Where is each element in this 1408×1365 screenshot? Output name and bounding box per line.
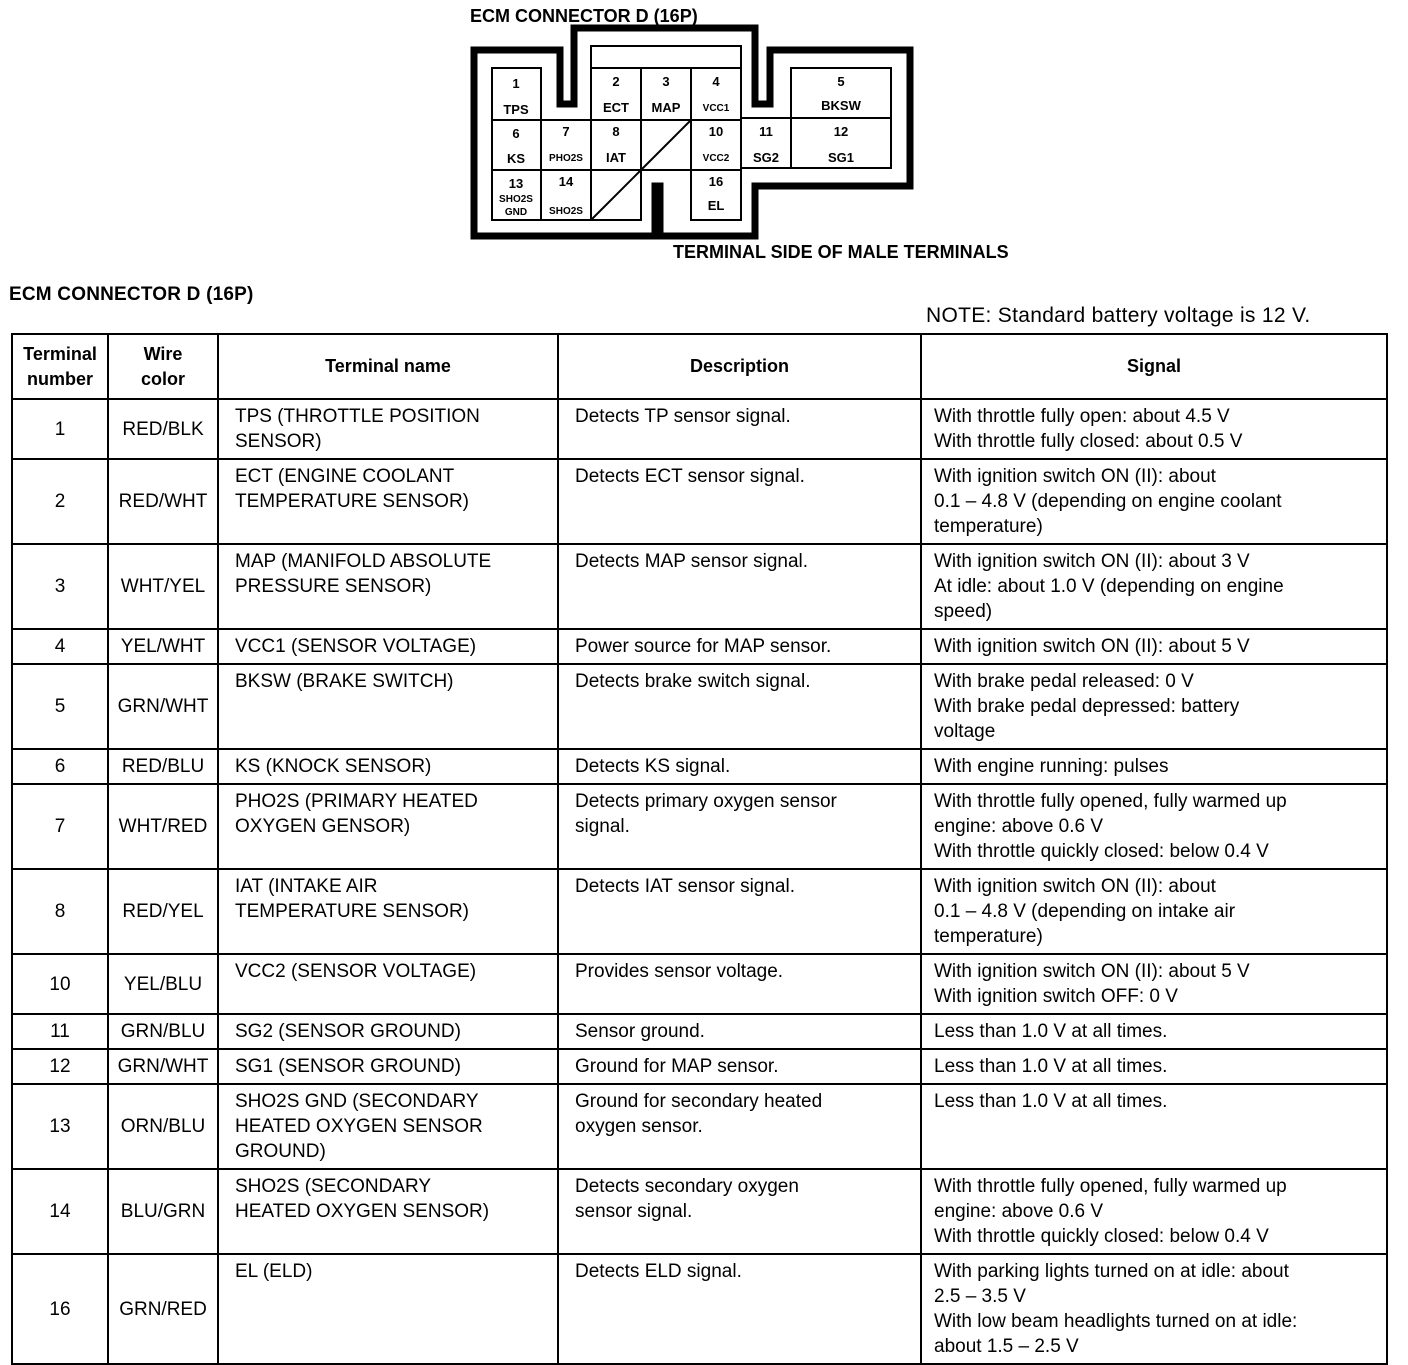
signal-cell [921, 544, 1387, 629]
diagram-caption: TERMINAL SIDE OF MALE TERMINALS [673, 242, 1009, 262]
signal-line: With ignition switch ON (II): about 5 V [934, 636, 1250, 657]
signal-line: With throttle fully opened, fully warmed up [934, 791, 1287, 812]
table-row [12, 869, 1387, 954]
signal-line: With low beam headlights turned on at idle: [934, 1311, 1298, 1332]
pin-label: SG2 [752, 150, 780, 165]
signal-cell [921, 1169, 1387, 1254]
table-row [12, 1169, 1387, 1254]
signal-line: With throttle fully open: about 4.5 V [934, 406, 1230, 427]
terminal-name-cell [218, 954, 558, 1014]
terminal-name-line: OXYGEN GENSOR) [235, 816, 411, 837]
description-line: Detects ELD signal. [575, 1261, 742, 1282]
pin-label: MAP [651, 100, 681, 115]
terminal-number-cell: 5 [12, 664, 108, 749]
signal-line: 0.1 – 4.8 V (depending on intake air [934, 901, 1236, 922]
description-line: Ground for MAP sensor. [575, 1056, 779, 1077]
wire-color-cell: YEL/BLU [108, 954, 218, 1014]
wire-color-cell: WHT/RED [108, 784, 218, 869]
pin-number: 13 [508, 176, 524, 191]
pin-number: 1 [512, 76, 520, 91]
pin-number: 6 [512, 126, 520, 141]
signal-line: 0.1 – 4.8 V (depending on engine coolant [934, 491, 1282, 512]
pin-number: 11 [759, 124, 773, 139]
terminal-name-line: SENSOR) [235, 431, 322, 452]
terminal-name-line: SG1 (SENSOR GROUND) [235, 1056, 461, 1077]
pin-label-2: GND [504, 207, 528, 218]
signal-line: engine: above 0.6 V [934, 1201, 1104, 1222]
wire-color-cell: BLU/GRN [108, 1169, 218, 1254]
signal-cell [921, 869, 1387, 954]
terminal-name-line: BKSW (BRAKE SWITCH) [235, 671, 454, 692]
terminal-name-line: GROUND) [235, 1141, 326, 1162]
signal-line: With ignition switch ON (II): about [934, 466, 1216, 487]
terminal-name-line: MAP (MANIFOLD ABSOLUTE [235, 551, 492, 572]
terminal-name-line: PRESSURE SENSOR) [235, 576, 432, 597]
terminal-name-line: KS (KNOCK SENSOR) [235, 756, 432, 777]
signal-cell [921, 749, 1387, 784]
wire-color-cell: RED/BLK [108, 399, 218, 459]
wire-color-cell: GRN/BLU [108, 1014, 218, 1049]
pin-number: 12 [833, 124, 849, 139]
signal-line: With throttle fully closed: about 0.5 V [934, 431, 1243, 452]
pin-label: VCC2 [702, 153, 730, 164]
terminal-name-line: IAT (INTAKE AIR [235, 876, 378, 897]
terminal-name-cell [218, 1254, 558, 1364]
pin-label: PHO2S [549, 153, 583, 164]
diagram-title: ECM CONNECTOR D (16P) [470, 6, 698, 26]
description-line: Detects TP sensor signal. [575, 406, 791, 427]
header-signal: Signal [921, 334, 1387, 399]
wire-color-cell: GRN/WHT [108, 664, 218, 749]
description-line: Detects IAT sensor signal. [575, 876, 796, 897]
signal-cell [921, 399, 1387, 459]
pin-number: 10 [708, 124, 724, 139]
terminal-name-cell [218, 544, 558, 629]
signal-cell [921, 1014, 1387, 1049]
table-row [12, 1014, 1387, 1049]
terminal-number-cell: 3 [12, 544, 108, 629]
pin-label: KS [506, 151, 526, 166]
description-cell [558, 629, 921, 664]
description-cell [558, 1014, 921, 1049]
description-cell [558, 954, 921, 1014]
pin-label: TPS [503, 102, 529, 117]
signal-line: With throttle quickly closed: below 0.4 V [934, 841, 1269, 862]
signal-line: temperature) [934, 516, 1043, 537]
description-line: Sensor ground. [575, 1021, 705, 1042]
description-line: Detects ECT sensor signal. [575, 466, 805, 487]
terminal-name-cell [218, 749, 558, 784]
table-row [12, 1254, 1387, 1364]
description-line: sensor signal. [575, 1201, 693, 1222]
pin-label: IAT [606, 150, 626, 165]
pin-number: 5 [837, 74, 845, 89]
description-line: Detects primary oxygen sensor [575, 791, 837, 812]
signal-cell [921, 629, 1387, 664]
pin-label: SHO2S [499, 194, 533, 205]
terminal-number-cell: 12 [12, 1049, 108, 1084]
signal-line: speed) [934, 601, 993, 622]
wire-color-cell: GRN/WHT [108, 1049, 218, 1084]
terminal-name-cell [218, 399, 558, 459]
description-line: Detects KS signal. [575, 756, 731, 777]
wire-color-cell: GRN/RED [108, 1254, 218, 1364]
pin-label: SG1 [827, 150, 855, 165]
description-cell [558, 1169, 921, 1254]
signal-line: Less than 1.0 V at all times. [934, 1056, 1168, 1077]
terminal-name-cell [218, 1014, 558, 1049]
terminal-name-line: EL (ELD) [235, 1261, 313, 1282]
signal-line: At idle: about 1.0 V (depending on engine [934, 576, 1284, 597]
table-row [12, 459, 1387, 544]
signal-line: With ignition switch ON (II): about 5 V [934, 961, 1250, 982]
pin-number: 4 [712, 74, 720, 89]
terminal-name-line: TEMPERATURE SENSOR) [235, 491, 470, 512]
signal-line: voltage [934, 721, 996, 742]
wire-color-cell: WHT/YEL [108, 544, 218, 629]
description-line: Power source for MAP sensor. [575, 636, 832, 657]
signal-line: Less than 1.0 V at all times. [934, 1091, 1168, 1112]
signal-cell [921, 954, 1387, 1014]
terminal-number-cell: 13 [12, 1084, 108, 1169]
pin-label: EL [707, 198, 725, 213]
terminal-name-line: ECT (ENGINE COOLANT [235, 466, 455, 487]
terminal-name-cell [218, 459, 558, 544]
terminal-name-line: TPS (THROTTLE POSITION [235, 406, 480, 427]
description-line: Provides sensor voltage. [575, 961, 784, 982]
table-row [12, 749, 1387, 784]
terminal-name-line: VCC2 (SENSOR VOLTAGE) [235, 961, 477, 982]
description-cell [558, 1049, 921, 1084]
description-line: Detects secondary oxygen [575, 1176, 799, 1197]
description-line: Detects MAP sensor signal. [575, 551, 809, 572]
pin-number: 16 [708, 174, 724, 189]
terminal-number-cell: 16 [12, 1254, 108, 1364]
signal-line: With parking lights turned on at idle: about [934, 1261, 1289, 1282]
pin-label: ECT [603, 100, 629, 115]
terminal-number-cell: 10 [12, 954, 108, 1014]
terminal-name-cell [218, 1084, 558, 1169]
signal-line: engine: above 0.6 V [934, 816, 1104, 837]
terminal-name-cell [218, 629, 558, 664]
terminal-number-cell: 11 [12, 1014, 108, 1049]
table-row [12, 954, 1387, 1014]
signal-line: With ignition switch ON (II): about 3 V [934, 551, 1250, 572]
terminal-table [11, 333, 1388, 1365]
description-line: oxygen sensor. [575, 1116, 703, 1137]
table-row [12, 784, 1387, 869]
pin-label: SHO2S [549, 206, 583, 217]
connector-diagram [0, 0, 1408, 270]
description-cell [558, 869, 921, 954]
signal-cell [921, 1254, 1387, 1364]
pin-labels [499, 74, 862, 218]
wire-color-cell: RED/BLU [108, 749, 218, 784]
header-description: Description [558, 334, 921, 399]
terminal-name-cell [218, 1169, 558, 1254]
header-terminal-number: Terminal number [12, 334, 108, 399]
pin-number: 3 [662, 74, 670, 89]
table-row [12, 1049, 1387, 1084]
description-line: signal. [575, 816, 630, 837]
signal-line: With engine running: pulses [934, 756, 1169, 777]
signal-line: temperature) [934, 926, 1043, 947]
pin-label: BKSW [821, 98, 861, 113]
terminal-name-line: PHO2S (PRIMARY HEATED [235, 791, 478, 812]
description-cell [558, 399, 921, 459]
signal-line: Less than 1.0 V at all times. [934, 1021, 1168, 1042]
terminal-number-cell: 4 [12, 629, 108, 664]
pin-number: 8 [612, 124, 620, 139]
terminal-number-cell: 2 [12, 459, 108, 544]
table-row [12, 1084, 1387, 1169]
table-header-row [12, 334, 1387, 399]
wire-color-cell: ORN/BLU [108, 1084, 218, 1169]
description-cell [558, 1084, 921, 1169]
pin-number: 14 [558, 174, 574, 189]
description-cell [558, 749, 921, 784]
signal-line: With ignition switch ON (II): about [934, 876, 1216, 897]
signal-line: With ignition switch OFF: 0 V [934, 986, 1178, 1007]
terminal-name-line: HEATED OXYGEN SENSOR) [235, 1201, 490, 1222]
description-cell [558, 544, 921, 629]
terminal-number-cell: 1 [12, 399, 108, 459]
header-terminal-name: Terminal name [218, 334, 558, 399]
signal-line: With throttle fully opened, fully warmed up [934, 1176, 1287, 1197]
description-line: Detects brake switch signal. [575, 671, 811, 692]
signal-line: With brake pedal depressed: battery [934, 696, 1240, 717]
terminal-name-line: VCC1 (SENSOR VOLTAGE) [235, 636, 477, 657]
terminal-name-cell [218, 664, 558, 749]
table-row [12, 544, 1387, 629]
pin-label: VCC1 [702, 103, 730, 114]
pin-number: 2 [612, 74, 620, 89]
wire-color-cell: RED/YEL [108, 869, 218, 954]
description-cell [558, 459, 921, 544]
pin-number: 7 [562, 124, 570, 139]
terminal-name-cell [218, 1049, 558, 1084]
signal-cell [921, 1084, 1387, 1169]
signal-line: With throttle quickly closed: below 0.4 V [934, 1226, 1269, 1247]
terminal-name-line: HEATED OXYGEN SENSOR [235, 1116, 483, 1137]
table-row [12, 629, 1387, 664]
terminal-name-cell [218, 869, 558, 954]
terminal-number-cell: 7 [12, 784, 108, 869]
wire-color-cell: YEL/WHT [108, 629, 218, 664]
signal-cell [921, 784, 1387, 869]
header-wire-color: Wire color [108, 334, 218, 399]
table-row [12, 399, 1387, 459]
table-row [12, 664, 1387, 749]
description-cell [558, 784, 921, 869]
terminal-name-line: TEMPERATURE SENSOR) [235, 901, 470, 922]
description-cell [558, 1254, 921, 1364]
terminal-name-cell [218, 784, 558, 869]
terminal-name-line: SHO2S (SECONDARY [235, 1176, 432, 1197]
terminal-number-cell: 14 [12, 1169, 108, 1254]
signal-cell [921, 664, 1387, 749]
voltage-note: NOTE: Standard battery voltage is 12 V. [926, 304, 1311, 327]
pin-grid [492, 68, 891, 220]
terminal-name-line: SG2 (SENSOR GROUND) [235, 1021, 461, 1042]
terminal-name-line: SHO2S GND (SECONDARY [235, 1091, 479, 1112]
connector-key [591, 46, 741, 68]
terminal-number-cell: 8 [12, 869, 108, 954]
signal-line: about 1.5 – 2.5 V [934, 1336, 1079, 1357]
signal-cell [921, 459, 1387, 544]
terminal-number-cell: 6 [12, 749, 108, 784]
section-title: ECM CONNECTOR D (16P) [9, 284, 254, 305]
description-line: Ground for secondary heated [575, 1091, 823, 1112]
description-cell [558, 664, 921, 749]
signal-line: 2.5 – 3.5 V [934, 1286, 1026, 1307]
signal-line: With brake pedal released: 0 V [934, 671, 1194, 692]
table-body [12, 399, 1387, 1364]
signal-cell [921, 1049, 1387, 1084]
wire-color-cell: RED/WHT [108, 459, 218, 544]
